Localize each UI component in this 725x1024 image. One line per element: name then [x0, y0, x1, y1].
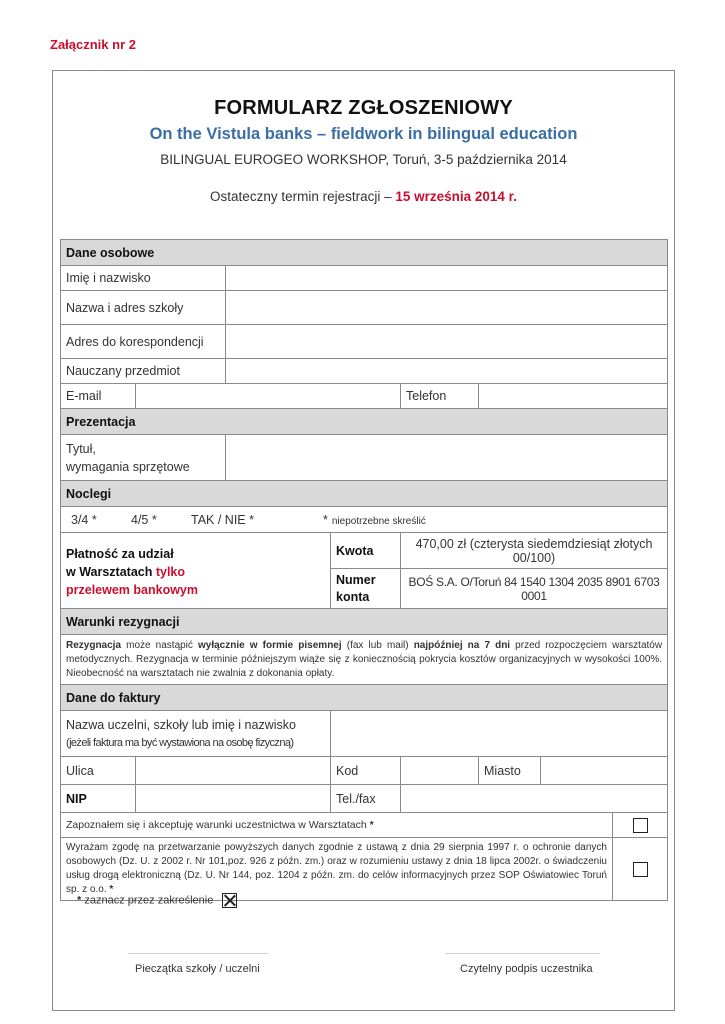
name-field[interactable] [226, 266, 668, 291]
section-cancellation: Warunki rezygnacji [61, 609, 668, 635]
lodging-option-yes-no[interactable]: TAK / NIE * [191, 512, 254, 527]
cancellation-b5: najpóźniej na 7 dni [413, 639, 511, 651]
payment-label [61, 533, 331, 609]
cancellation-t4: (fax lub mail) [341, 639, 414, 651]
payment-line3: przelewem bankowym [66, 583, 198, 597]
label-email: E-mail [61, 384, 136, 409]
signature-label: Czytelny podpis uczestnika [460, 963, 593, 975]
amount-value: 470,00 zł (czterysta siedemdziesiąt złotych 00/100) [401, 533, 668, 569]
terms-checkbox[interactable] [633, 818, 648, 833]
gdpr-text: Wyrażam zgodę na przetwarzanie powyższych danych zgodnie z ustawą z dnia 29 sierpnia 1997 r. o ochronie danych osobowych (Dz. U. z 2002 r. Nr 101,poz. 926 z późn. zm.) oraz w rozumieniu ustawy z dnia 18 lipca 2002r. o świadczeniu usług drogą elektroniczną (Dz. U. Nr 144, poz. 1204 z późn. zm. do celów informacyjnych przez SOP Oświatowiec Toruń sp. z o.o. [66, 842, 607, 895]
registration-deadline [53, 189, 674, 204]
school-field[interactable] [226, 291, 668, 325]
lodging-note: niepotrzebne skreślić [331, 515, 426, 527]
form-subtitle: On the Vistula banks – fieldwork in bilingual education [149, 125, 578, 143]
attachment-label: Załącznik nr 2 [50, 37, 136, 52]
label-address: Adres do korespondencji [61, 325, 226, 359]
label-telfax: Tel./fax [331, 785, 401, 813]
hint-star: * [77, 894, 82, 907]
postcode-field[interactable] [401, 757, 479, 785]
gdpr-consent [61, 838, 613, 901]
subject-field[interactable] [226, 359, 668, 384]
event-info: BILINGUAL EUROGEO WORKSHOP, Toruń, 3-5 października 2014 [160, 152, 567, 167]
gdpr-star: * [109, 884, 114, 895]
telfax-field[interactable] [401, 785, 668, 813]
label-account [331, 569, 401, 609]
cancellation-t6: przed rozpoczęciem warsztatów metodycznych. Rezygnacja w terminie późniejszym wiąże się z koniecznością pokrycia kosztów organizacyjnych w wysokości 100%. Nieobecność na warsztatach nie zwalnia z dokonania opłaty. [66, 639, 663, 679]
presentation-title-line1: Tytuł, [66, 441, 96, 456]
terms-star: * [369, 819, 374, 831]
label-invoice-name [61, 711, 331, 757]
invoice-name-field[interactable] [331, 711, 668, 757]
label-nip: NIP [61, 785, 136, 813]
nip-field[interactable] [136, 785, 331, 813]
deadline-prefix: Ostateczny termin rejestracji – [210, 189, 396, 204]
label-subject: Nauczany przedmiot [61, 359, 226, 384]
form-frame [52, 70, 675, 1011]
terms-checkbox-cell [613, 813, 668, 838]
label-name: Imię i nazwisko [61, 266, 226, 291]
lodging-note-star: * [323, 512, 328, 527]
label-city: Miasto [479, 757, 541, 785]
label-phone: Telefon [401, 384, 479, 409]
cancellation-b3: wyłącznie w formie pisemnej [198, 639, 342, 651]
address-field[interactable] [226, 325, 668, 359]
terms-consent [61, 813, 613, 838]
section-personal: Dane osobowe [61, 240, 668, 266]
label-amount: Kwota [331, 533, 401, 569]
label-presentation-title [61, 435, 226, 481]
signature-line [445, 953, 600, 954]
city-field[interactable] [541, 757, 668, 785]
payment-line2a: w Warsztatach [66, 565, 156, 579]
stamp-line [128, 953, 268, 954]
section-presentation: Prezentacja [61, 409, 668, 435]
section-invoice: Dane do faktury [61, 685, 668, 711]
form-title: FORMULARZ ZGŁOSZENIOWY [214, 97, 513, 119]
label-school: Nazwa i adres szkoły [61, 291, 226, 325]
stamp-label: Pieczątka szkoły / uczelni [135, 963, 260, 975]
presentation-title-field[interactable] [226, 435, 668, 481]
payment-only: tylko [155, 565, 186, 579]
account-label-line2: konta [336, 589, 370, 604]
crossed-box-icon [222, 893, 237, 908]
lodging-option-3-4[interactable]: 3/4 * [71, 512, 97, 527]
hint-text: zaznacz przez zakreślenie [84, 894, 214, 907]
cancellation-text [61, 635, 668, 685]
cancellation-t2: może nastąpić [121, 639, 198, 651]
invoice-name-line2: (jeżeli faktura ma być wystawiona na osobę fizyczną) [66, 736, 294, 749]
mark-hint [77, 893, 237, 908]
email-field[interactable] [136, 384, 401, 409]
section-lodging: Noclegi [61, 481, 668, 507]
payment-line1: Płatność za udział [66, 547, 174, 561]
phone-field[interactable] [479, 384, 668, 409]
lodging-options [61, 507, 668, 533]
account-label-line1: Numer [336, 572, 376, 587]
invoice-name-line1: Nazwa uczelni, szkoły lub imię i nazwisko [66, 717, 296, 732]
street-field[interactable] [136, 757, 331, 785]
gdpr-checkbox-cell [613, 838, 668, 901]
registration-form-table [60, 239, 668, 901]
label-street: Ulica [61, 757, 136, 785]
label-postcode: Kod [331, 757, 401, 785]
deadline-date: 15 września 2014 r. [395, 189, 517, 204]
cancellation-b1: Rezygnacja [66, 639, 122, 651]
account-value: BOŚ S.A. O/Toruń 84 1540 1304 2035 8901 6703 0001 [401, 569, 668, 609]
payment-line2 [66, 563, 325, 581]
presentation-title-line2: wymagania sprzętowe [66, 459, 190, 474]
terms-text: Zapoznałem się i akceptuję warunki uczestnictwa w Warsztatach [66, 819, 367, 831]
lodging-option-4-5[interactable]: 4/5 * [131, 512, 157, 527]
gdpr-checkbox[interactable] [633, 862, 648, 877]
